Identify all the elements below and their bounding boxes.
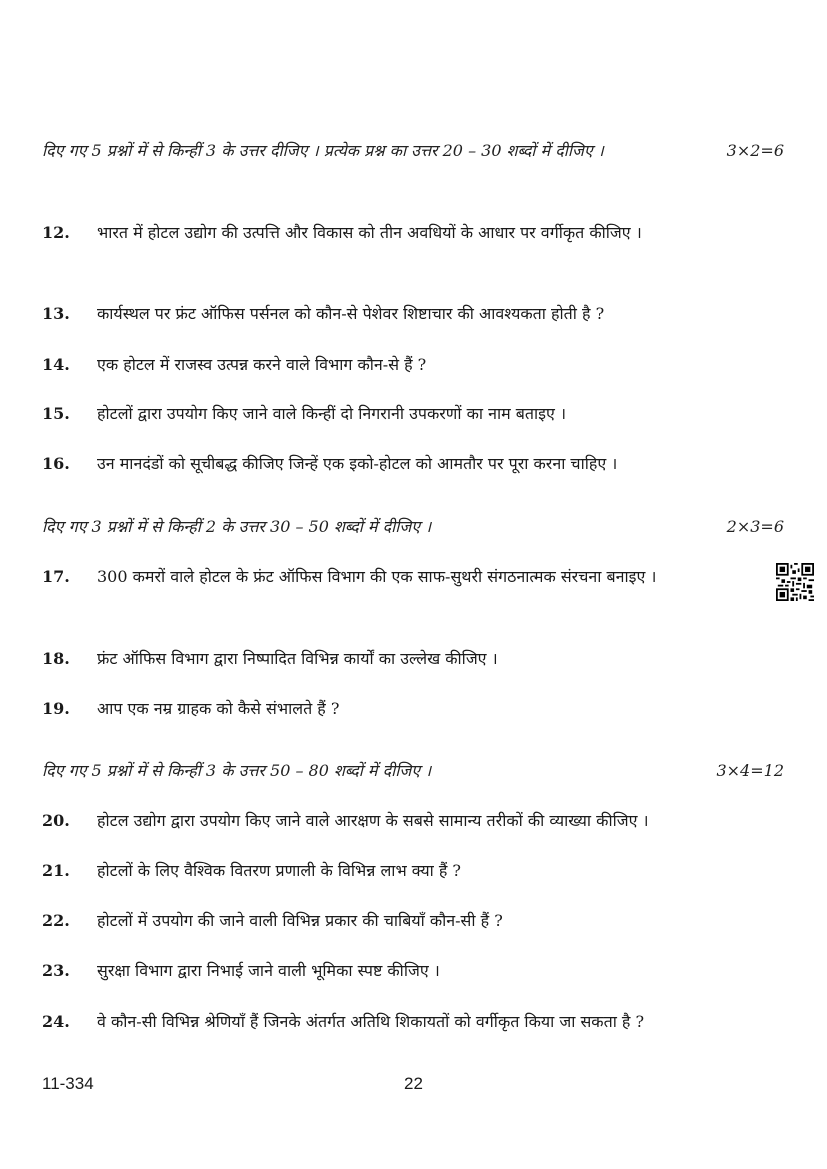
question-text: 300 कमरों वाले होटल के फ्रंट ऑफिस विभाग की एक साफ-सुथरी संगठनात्मक संरचना बनाइए । [97, 567, 657, 586]
question-20 [42, 805, 784, 837]
question-text: कार्यस्थल पर फ्रंट ऑफिस पर्सनल को कौन-से पेशेवर शिष्टाचार की आवश्यकता होती है ? [97, 304, 605, 323]
page-number: 22 [404, 1074, 423, 1093]
question-number: 13. [42, 304, 70, 323]
question-text: वे कौन-सी विभिन्न श्रेणियाँ हैं जिनके अंतर्गत अतिथि शिकायतों को वर्गीकृत किया जा सकता है ? [97, 1012, 645, 1031]
question-number: 21. [42, 861, 70, 880]
question-text: फ्रंट ऑफिस विभाग द्वारा निष्पादित विभिन्न कार्यों का उल्लेख कीजिए । [97, 649, 498, 668]
instruction-text: दिए गए 5 प्रश्नों में से किन्हीं 3 के उत्तर दीजिए । प्रत्येक प्रश्न का उत्तर 20 – 30 शब्दों में दीजिए । [42, 141, 604, 160]
question-24 [42, 1006, 742, 1038]
question-number: 14. [42, 355, 70, 374]
question-13 [42, 298, 784, 330]
question-text: भारत में होटल उद्योग की उत्पत्ति और विकास को तीन अवधियों के आधार पर वर्गीकृत कीजिए । [97, 223, 642, 242]
question-text: आप एक नम्र ग्राहक को कैसे संभालते हैं ? [97, 699, 340, 718]
question-15 [42, 398, 784, 430]
section-instruction-2 [42, 510, 784, 543]
question-text: होटलों में उपयोग की जाने वाली विभिन्न प्रकार की चाबियाँ कौन-सी हैं ? [97, 911, 503, 930]
question-number: 12. [42, 223, 70, 242]
question-16 [42, 448, 784, 480]
question-21 [42, 855, 784, 887]
question-number: 17. [42, 567, 70, 586]
marks-allocation: 3×2=6 [726, 141, 784, 160]
question-23 [42, 955, 784, 987]
question-text: उन मानदंडों को सूचीबद्ध कीजिए जिन्हें एक इको-होटल को आमतौर पर पूरा करना चाहिए । [97, 454, 618, 473]
question-text: होटलों के लिए वैश्विक वितरण प्रणाली के विभिन्न लाभ क्या हैं ? [97, 861, 462, 880]
question-number: 15. [42, 404, 70, 423]
question-text: होटल उद्योग द्वारा उपयोग किए जाने वाले आरक्षण के सबसे सामान्य तरीकों की व्याख्या कीजिए । [97, 811, 649, 830]
question-number: 20. [42, 811, 70, 830]
question-text: एक होटल में राजस्व उत्पन्न करने वाले विभाग कौन-से हैं ? [97, 355, 427, 374]
question-number: 19. [42, 699, 70, 718]
question-19 [42, 693, 784, 725]
question-number: 22. [42, 911, 70, 930]
question-number: 23. [42, 961, 70, 980]
question-text: होटलों द्वारा उपयोग किए जाने वाले किन्हीं दो निगरानी उपकरणों का नाम बताइए । [97, 404, 567, 423]
paper-code: 11-334 [42, 1074, 94, 1093]
marks-allocation: 3×4=12 [716, 761, 784, 780]
question-number: 24. [42, 1012, 70, 1031]
question-22 [42, 905, 784, 937]
question-14 [42, 349, 784, 381]
question-12 [42, 217, 784, 249]
marks-allocation: 2×3=6 [726, 517, 784, 536]
question-number: 18. [42, 649, 70, 668]
qr-code-icon [776, 563, 814, 601]
question-number: 16. [42, 454, 70, 473]
instruction-text: दिए गए 5 प्रश्नों में से किन्हीं 3 के उत्तर 50 – 80 शब्दों में दीजिए । [42, 761, 432, 780]
question-17 [42, 561, 742, 593]
section-instruction-3 [42, 754, 784, 787]
section-instruction-1 [42, 134, 784, 167]
instruction-text: दिए गए 3 प्रश्नों में से किन्हीं 2 के उत्तर 30 – 50 शब्दों में दीजिए । [42, 517, 432, 536]
question-18 [42, 643, 784, 675]
question-text: सुरक्षा विभाग द्वारा निभाई जाने वाली भूमिका स्पष्ट कीजिए । [97, 961, 440, 980]
